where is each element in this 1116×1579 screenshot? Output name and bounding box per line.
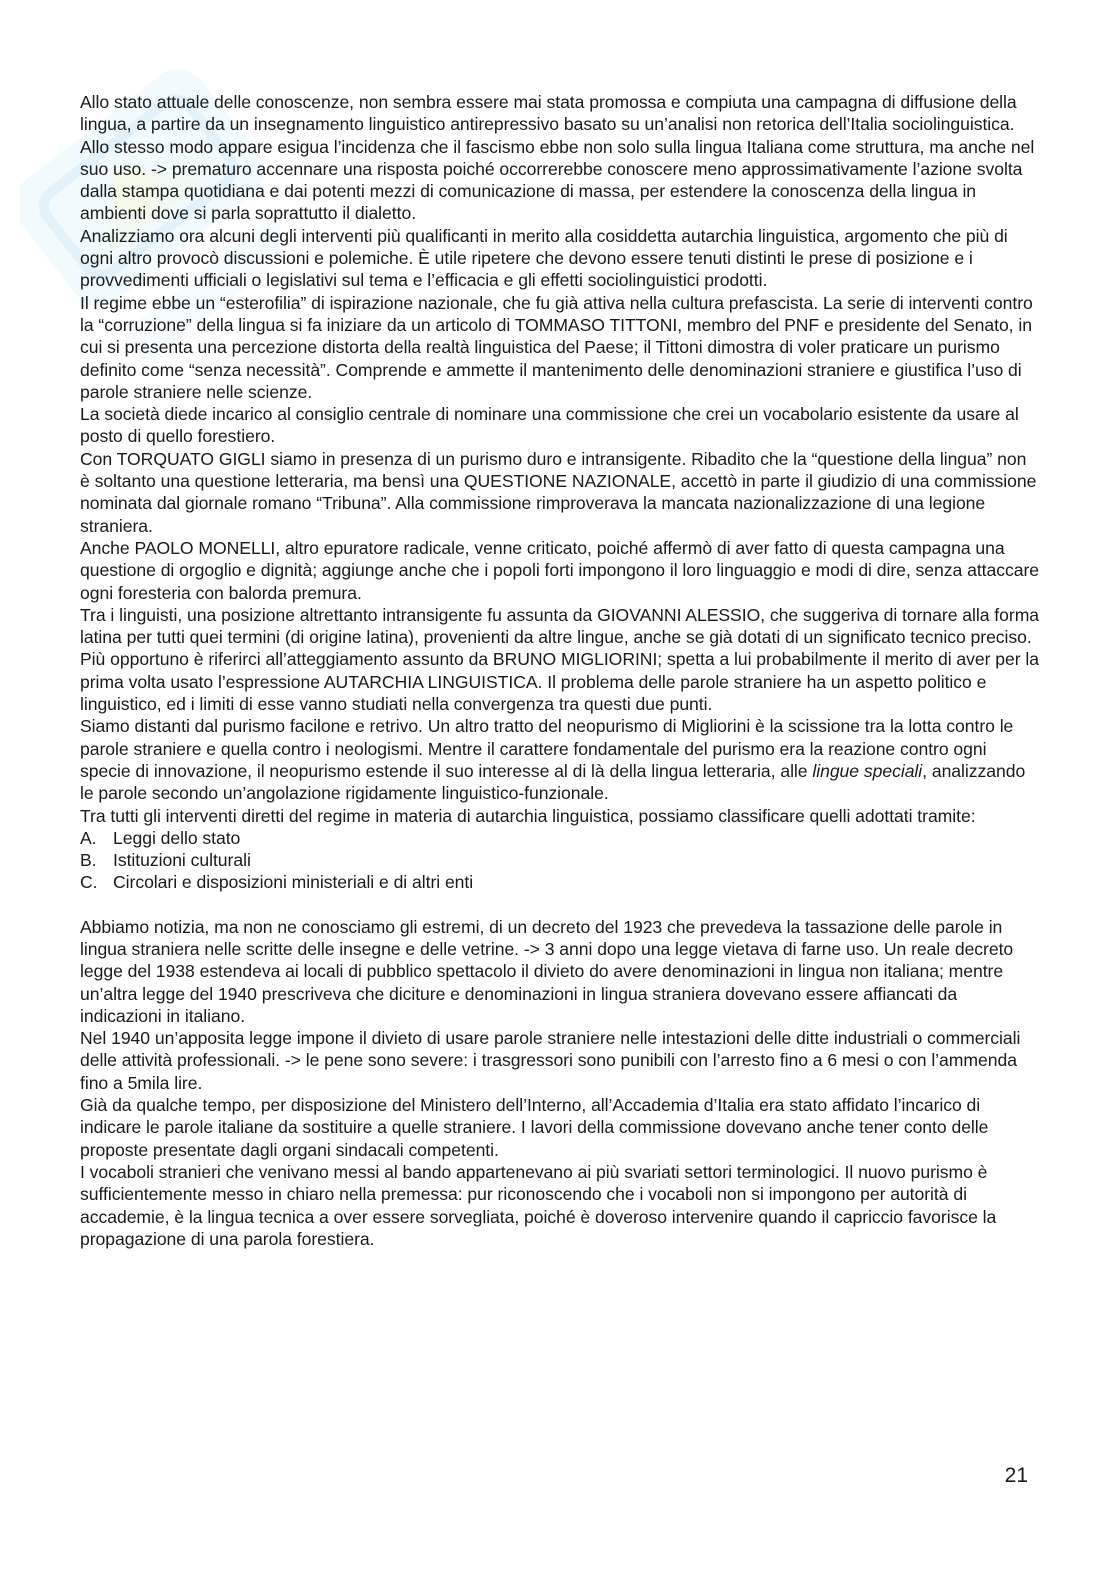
- classification-intro: Tra tutti gli interventi diretti del regime in materia di autarchia linguistica, possiamo classificare quelli adottati tramite:: [80, 805, 976, 826]
- paragraph-12: Nel 1940 un’apposita legge impone il divieto di usare parole straniere nelle intestazioni delle ditte industriali o commerciali delle attività professionali. -> le pene sono severe: i trasgressori sono punibili con l’arresto fino a 6 mesi o con l’ammenda fino a 5mila lire.: [80, 1028, 1021, 1093]
- list-marker: A.: [80, 827, 97, 848]
- paragraph-5: La società diede incarico al consiglio centrale di nominare una commissione che crei un vocabolario esistente da usare al posto di quello forestiero.: [80, 404, 1019, 447]
- paragraph-2: Allo stesso modo appare esigua l’incidenza che il fascismo ebbe non solo sulla lingua Italiana come struttura, ma anche nel suo uso. -> prematuro accennare una risposta poiché occorrerebbe conoscere meno approssimativamente l’azione svolta dalla stampa quotidiana e dai potenti mezzi di comunicazione di massa, per estendere la conoscenza della lingua in ambienti dove si parla soprattutto il dialetto.: [80, 136, 1035, 224]
- paragraph-13: Già da qualche tempo, per disposizione del Ministero dell’Interno, all’Accademia d’Italia era stato affidato l’incarico di indicare le parole italiane da sostituire a quelle straniere. I lavori della commissione dovevano anche tener conto delle proposte presentate dagli organi sindacali competenti.: [80, 1095, 989, 1160]
- list-item: [80, 849, 1040, 871]
- page-number: 21: [1004, 1464, 1028, 1487]
- paragraph-9: Più opportuno è riferirci all’atteggiamento assunto da BRUNO MIGLIORINI; spetta a lui probabilmente il merito di aver per la prima volta usato l’espressione AUTARCHIA LINGUISTICA. Il problema delle parole straniere ha un aspetto politico e linguistico, ed i limiti di esse vanno studiati nella convergenza tra questi due punti.: [80, 649, 1039, 715]
- paragraph-3: Analizziamo ora alcuni degli interventi più qualificanti in merito alla cosiddetta autarchia linguistica, argomento che più di ogni altro provocò discussioni e polemiche. È utile ripetere che devono essere tenuti distinti le prese di posizione e i provvedimenti ufficiali o legislativi sul tema e l’efficacia e gli effetti sociolinguistici prodotti.: [80, 225, 1008, 291]
- paragraph-gap: [80, 894, 1040, 916]
- paragraph-10: [80, 715, 1040, 804]
- paragraph-10-after: , analizzando le parole secondo un’angolazione rigidamente linguistico-funzionale.: [80, 760, 1026, 804]
- paragraph-11: Abbiamo notizia, ma non ne conosciamo gli estremi, di un decreto del 1923 che prevedeva la tassazione delle parole in lingua straniera nelle scritte delle insegne e delle vetrine. -> 3 anni dopo una legge vietava di farne uso. Un reale decreto legge del 1938 estendeva ai locali di pubblico spettacolo il divieto do avere denominazioni in lingua non italiana; mentre un’altra legge del 1940 prescriveva che diciture e denominazioni in lingua straniera dovevano essere affiancati da indicazioni in italiano.: [80, 916, 1014, 1026]
- list-item-text: Istituzioni culturali: [113, 850, 251, 871]
- classification-list: [80, 827, 1040, 894]
- document-body: [80, 91, 1040, 1250]
- paragraph-7: Anche PAOLO MONELLI, altro epuratore radicale, venne criticato, poiché affermò di aver fatto di questa campagna una questione di orgoglio e dignità; aggiunge anche che i popoli forti impongono il loro linguaggio e modi di dire, senza attaccare ogni foresteria con balorda premura.: [80, 537, 1040, 603]
- list-item: [80, 871, 1040, 893]
- list-item-text: Leggi dello stato: [113, 827, 241, 848]
- list-item-text: Circolari e disposizioni ministeriali e di altri enti: [113, 872, 474, 893]
- paragraph-8: Tra i linguisti, una posizione altrettanto intransigente fu assunta da GIOVANNI ALESSIO, che suggeriva di tornare alla forma latina per tutti quei termini (di origine latina), provenienti da altre lingue, anche se già dotati di un significato tecnico preciso.: [80, 604, 1040, 648]
- list-marker: C.: [80, 872, 98, 893]
- list-marker: B.: [80, 850, 97, 871]
- paragraph-6: Con TORQUATO GIGLI siamo in presenza di un purismo duro e intransigente. Ribadito che la “questione della lingua” non è soltanto una questione letteraria, ma bensì una QUESTIONE NAZIONALE, accettò in parte il giudizio di una commissione nominata dal giornale romano “Tribuna”. Alla commissione rimproverava la mancata nazionalizzazione di una legione straniera.: [80, 448, 1037, 536]
- paragraph-4: Il regime ebbe un “esterofilia” di ispirazione nazionale, che fu già attiva nella cultura prefascista. La serie di interventi contro la “corruzione” della lingua si fa iniziare da un articolo di TOMMASO TITTONI, membro del PNF e presidente del Senato, in cui si presenta una percezione distorta della realtà linguistica del Paese; il Tittoni dimostra di voler praticare un purismo definito come “senza necessità”. Comprende e ammette il mantenimento delle denominazioni straniere e giustifica l’uso di parole straniere nelle scienze.: [80, 292, 1033, 402]
- paragraph-10-before: Siamo distanti dal purismo facilone e retrivo. Un altro tratto del neopurismo di Migliorini è la scissione tra la lotta contro le parole straniere e quella contro i neologismi. Mentre il carattere fondamentale del purismo era la reazione contro ogni specie di innovazione, il neopurismo estende il suo interesse al di là della lingua letteraria, alle: [80, 716, 1014, 781]
- paragraph-1: Allo stato attuale delle conoscenze, non sembra essere mai stata promossa e compiuta una campagna di diffusione della lingua, a partire da un insegnamento linguistico antirepressivo basato su un’analisi non retorica dell’Italia sociolinguistica.: [80, 92, 1017, 135]
- paragraph-14: I vocaboli stranieri che venivano messi al bando appartenevano ai più svariati settori terminologici. Il nuovo purismo è sufficientemente messo in chiaro nella premessa: pur riconoscendo che i vocaboli non si impongono per autorità di accademie, è la lingua tecnica a over essere sorvegliata, poiché è doveroso intervenire quando il capriccio favorisce la propagazione di una parola forestiera.: [80, 1161, 997, 1249]
- paragraph-10-italic: lingue speciali: [812, 760, 923, 781]
- list-item: [80, 827, 1040, 849]
